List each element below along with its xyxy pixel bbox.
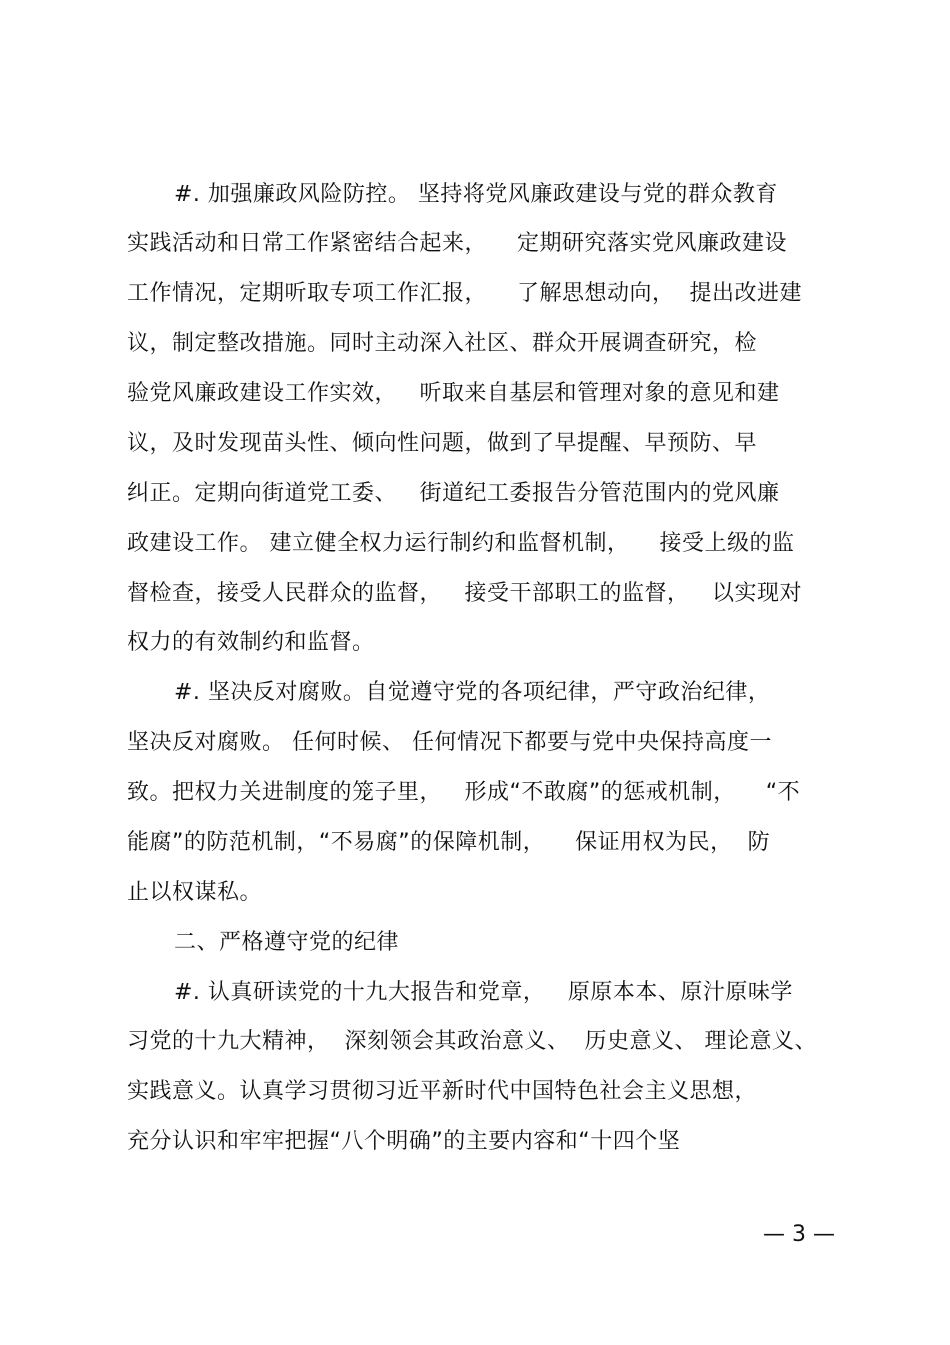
paragraph-line: #. 加强廉政风险防控。 坚持将党风廉政建设与党的群众教育 — [174, 182, 778, 207]
paragraph-line: 习党的十九大精神， 深刻领会其政治意义、 历史意义、 理论意义、 — [127, 1029, 817, 1054]
paragraph-line: 坚决反对腐败。 任何时候、 任何情况下都要与党中央保持高度一 — [127, 730, 772, 755]
paragraph-line: 充分认识和牢牢把握“八个明确”的主要内容和“十四个坚 — [127, 1129, 681, 1154]
page-number: — 3 — — [763, 1222, 835, 1247]
paragraph-line: 工作情况，定期听取专项工作汇报， 了解思想动向， 提出改进建 — [127, 281, 802, 306]
paragraph-line: 能腐”的防范机制，“不易腐”的保障机制， 保证用权为民， 防 — [127, 830, 771, 855]
paragraph-line: 督检查，接受人民群众的监督， 接受干部职工的监督， 以实现对 — [127, 581, 802, 606]
paragraph-line: 议，制定整改措施。同时主动深入社区、群众开展调查研究，检 — [127, 331, 758, 356]
paragraph-line: 议，及时发现苗头性、倾向性问题，做到了早提醒、早预防、早 — [127, 431, 758, 456]
paragraph-line: #. 坚决反对腐败。自觉遵守党的各项纪律，严守政治纪律， — [174, 680, 771, 705]
section-heading: 二、严格遵守党的纪律 — [174, 930, 400, 955]
paragraph-line: 止以权谋私。 — [127, 880, 263, 905]
paragraph-line: 致。把权力关进制度的笼子里， 形成“不敢腐”的惩戒机制， “不 — [127, 780, 801, 805]
paragraph-line: 实践意义。认真学习贯彻习近平新时代中国特色社会主义思想， — [127, 1079, 758, 1104]
paragraph-line: #. 认真研读党的十九大报告和党章， 原原本本、原汁原味学 — [174, 980, 793, 1005]
paragraph-line: 政建设工作。 建立健全权力运行制约和监督机制， 接受上级的监 — [127, 531, 795, 556]
paragraph-line: 实践活动和日常工作紧密结合起来， 定期研究落实党风廉政建设 — [127, 231, 787, 256]
paragraph-line: 权力的有效制约和监督。 — [127, 630, 375, 655]
paragraph-line: 验党风廉政建设工作实效， 听取来自基层和管理对象的意见和建 — [127, 381, 780, 406]
paragraph-line: 纠正。定期向街道党工委、 街道纪工委报告分管范围内的党风廉 — [127, 481, 780, 506]
